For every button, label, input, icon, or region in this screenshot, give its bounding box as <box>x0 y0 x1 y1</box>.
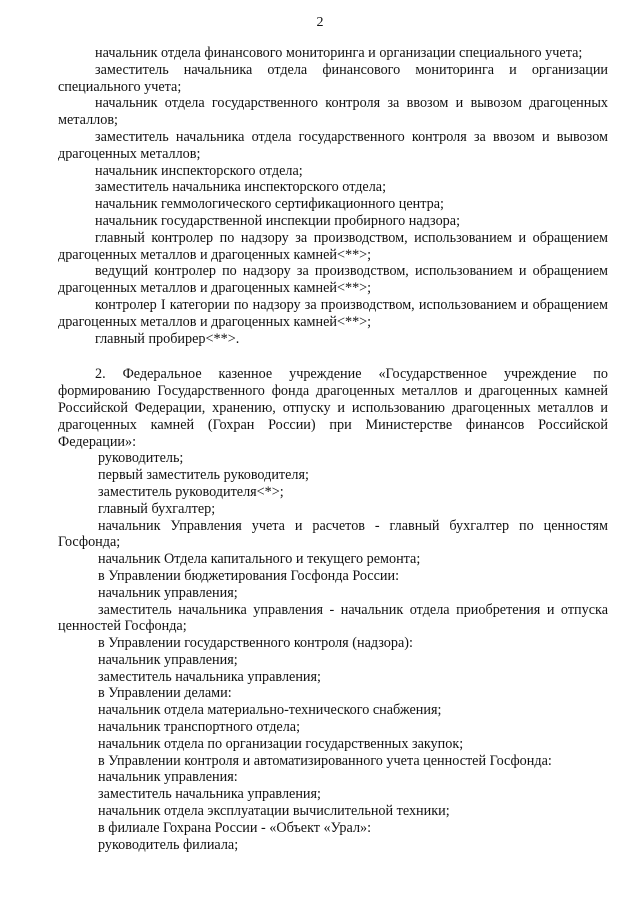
list-item: первый заместитель руководителя; <box>98 467 309 484</box>
list-item: руководитель филиала; <box>98 836 239 853</box>
list-item: начальник отдела по организации государственных закупок; <box>98 735 464 752</box>
list-item: заместитель начальника отдела финансового мониторинга и организации специального учета; <box>58 61 608 95</box>
list-item: начальник отдела эксплуатации вычислительной техники; <box>98 803 450 820</box>
list-item: в Управлении бюджетирования Госфонда России: <box>98 567 400 584</box>
list-item: заместитель начальника управления; <box>98 668 321 685</box>
list-item: начальник отдела государственного контроля за ввозом и вывозом драгоценных металлов; <box>58 95 608 129</box>
list-item: начальник отдела материально-технического снабжения; <box>98 702 442 719</box>
list-item: начальник Управления учета и расчетов - главный бухгалтер по ценностям Госфонда; <box>58 517 608 551</box>
list-item: заместитель начальника управления; <box>98 786 321 803</box>
section-2 <box>58 366 608 853</box>
list-item: заместитель начальника инспекторского отдела; <box>95 179 387 196</box>
list-item: в Управлении контроля и автоматизированного учета ценностей Госфонда: <box>98 752 552 769</box>
list-item: ведущий контролер по надзору за производством, использованием и обращением драгоценных металлов и драгоценных камней<**>; <box>58 263 608 297</box>
list-item: главный бухгалтер; <box>98 500 216 517</box>
list-item: главный пробирер<**>. <box>95 330 240 347</box>
page-number: 2 <box>316 15 324 30</box>
list-item: начальник управления: <box>98 769 238 786</box>
list-item: начальник транспортного отдела; <box>98 719 301 736</box>
list-item: начальник управления; <box>98 584 238 601</box>
list-item: заместитель руководителя<*>; <box>98 483 284 500</box>
list-item: в Управлении делами: <box>98 685 232 702</box>
list-item: начальник отдела финансового мониторинга и организации специального учета; <box>95 45 583 61</box>
list-item: главный контролер по надзору за производством, использованием и обращением драгоценных металлов и драгоценных камней<**>; <box>58 229 608 263</box>
list-item: заместитель начальника управления - начальник отдела приобретения и отпуска ценностей Госфонда; <box>58 601 608 635</box>
list-item: заместитель начальника отдела государственного контроля за ввозом и вывозом драгоценных металлов; <box>58 128 608 162</box>
list-item: начальник геммологического сертификационного центра; <box>95 196 444 213</box>
list-item: начальник Отдела капитального и текущего ремонта; <box>98 551 421 568</box>
section-heading: 2. Федеральное казенное учреждение «Государственное учреждение по формированию Государственного фонда драгоценных металлов и драгоценных камней Российской Федерации, хранению, отпуску и использованию драгоценных металлов и драгоценных камней (Гохран России) при Министерстве финансов Российской Федерации»: <box>58 366 608 450</box>
list-item: контролер I категории по надзору за производством, использованием и обращением драгоценных металлов и драгоценных камней<**>; <box>58 296 608 330</box>
list-item: руководитель; <box>98 450 184 467</box>
list-item: в Управлении государственного контроля (надзора): <box>98 635 413 652</box>
list-item: начальник государственной инспекции пробирного надзора; <box>95 212 461 229</box>
list-item: в филиале Гохрана России - «Объект «Урал»: <box>98 819 372 836</box>
section-1 <box>58 45 608 347</box>
document-body <box>58 45 608 853</box>
list-item: начальник управления; <box>98 651 238 668</box>
list-item: начальник инспекторского отдела; <box>95 162 303 179</box>
